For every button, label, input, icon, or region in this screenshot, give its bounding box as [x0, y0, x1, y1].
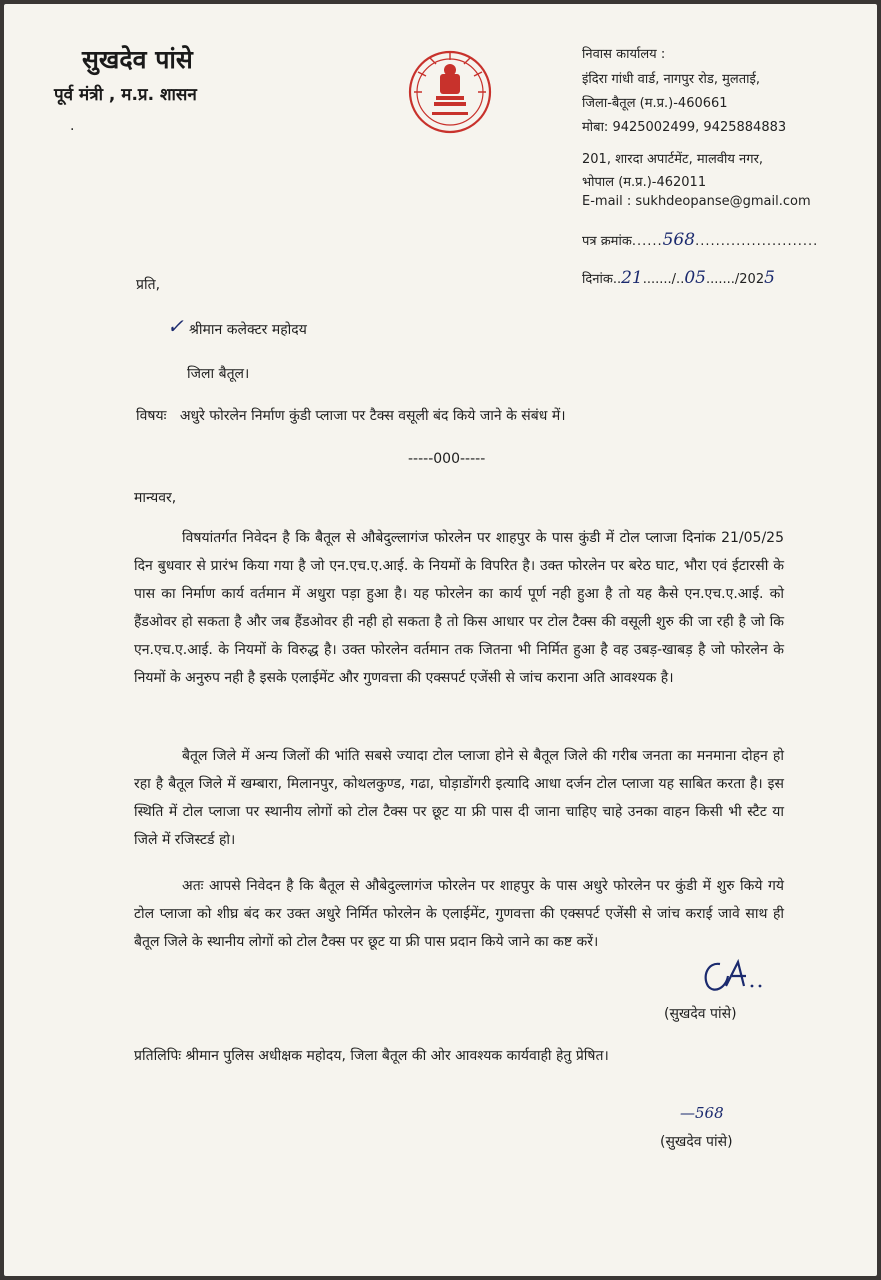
- address-line: भोपाल (म.प्र.)-462011: [582, 175, 707, 190]
- date-month: 05: [684, 268, 706, 288]
- copy-reference-mark: —568: [680, 1104, 724, 1122]
- copy-signatory-name: (सुखदेव पांसे): [660, 1134, 733, 1150]
- check-mark-icon: ✓: [167, 314, 184, 338]
- subject-label: विषयः: [136, 408, 167, 424]
- letter-page: [4, 4, 877, 1276]
- date-day: 21: [621, 268, 643, 288]
- body-paragraph: विषयांतर्गत निवेदन है कि बैतूल से औबेदुल्लागंज फोरलेन पर शाहपुर के पास कुंडी में टोल प्लाजा दिनांक 21/05/25 दिन बुधवार से प्रारंभ किया गया है जो एन.एच.ए.आई. के नियमों के विपरित है। उक्त फोरलेन पर बरेठ घाट, भौरा एवं ईटारसी के पास का निर्माण कार्य वर्तमान में अधुरा पड़ा हुआ है। यह फोरलेन का कार्य पूर्ण नही हुआ है तो यह कैसे एन.एच.ए.आई. को हैंडओवर हो सकता है और जब हैंडओवर ही नही हो सकता है तो किस आधार पर टोल टैक्स की वसूली शुरु की जा रही है जो कि एन.एच.ए.आई. के नियमों के विरुद्ध है। उक्त फोरलेन वर्तमान तक जितना भी निर्मित हुआ है वह उबड़-खाबड़ है जो फोरलेन के नियमों के अनुरुप नही है इसके एलाईमेंट और गुणवत्ता की एक्सपर्ट एजेंसी से जांच कराना अति आवश्यक है।: [134, 530, 784, 686]
- address-line: इंदिरा गांधी वार्ड, नागपुर रोड, मुलताई,: [582, 72, 760, 87]
- address-line: 201, शारदा अपार्टमेंट, मालवीय नगर,: [582, 152, 764, 167]
- address-line: निवास कार्यालय :: [582, 47, 666, 62]
- reference-number: 568: [662, 230, 696, 250]
- handwritten-signature-icon: [698, 956, 768, 1000]
- dot-mark: ·: [70, 122, 75, 138]
- address-line: मोबा: 9425002499, 9425884883: [582, 120, 787, 135]
- madhya-pradesh-emblem-icon: [396, 44, 504, 140]
- subject-text: अधुरे फोरलेन निर्माण कुंडी प्लाजा पर टैक्स वसूली बंद किये जाने के संबंध में।: [179, 408, 566, 424]
- email-line: E-mail : sukhdeopanse@gmail.com: [582, 194, 811, 209]
- subject: [136, 406, 566, 425]
- date-year: 5: [764, 268, 775, 288]
- separator: -----000-----: [408, 451, 486, 467]
- reference-label: पत्र क्रमांक......568........................: [582, 230, 819, 250]
- signatory-name: (सुखदेव पांसे): [664, 1006, 737, 1022]
- body-paragraph: अतः आपसे निवेदन है कि बैतूल से औबेदुल्लागंज फोरलेन पर शाहपुर के पास अधुरे फोरलेन पर कुंडी में शुरु किये गये टोल प्लाजा को शीघ्र बंद कर उक्त अधुरे निर्मित फोरलेन के एलाईमेंट, गुणवत्ता की एक्सपर्ट एजेंसी से जांच कराई जावे साथ ही बैतूल जिले के स्थानीय लोगों को टोल टैक्स पर छूट या फ्री पास प्रदान किये जाने का कष्ट करें।: [134, 878, 784, 950]
- address-line: जिला-बैतूल (म.प्र.)-460661: [582, 96, 728, 111]
- date-line: दिनांक..21......./..05......./2025: [582, 268, 775, 288]
- sender-title: पूर्व मंत्री , म.प्र. शासन: [54, 85, 197, 105]
- salutation: मान्यवर,: [134, 490, 177, 506]
- sender-name: सुखदेव पांसे: [82, 45, 193, 74]
- recipient-line2: जिला बैतूल।: [187, 366, 250, 382]
- copy-to: प्रतिलिपिः श्रीमान पुलिस अधीक्षक महोदय, जिला बैतूल की ओर आवश्यक कार्यवाही हेतु प्रेषित।: [134, 1048, 609, 1064]
- body-paragraph: बैतूल जिले में अन्य जिलों की भांति सबसे ज्यादा टोल प्लाजा होने से बैतूल जिले की गरीब जनता का मनमाना दोहन हो रहा है बैतूल जिले में खम्बारा, मिलानपुर, कोथलकुण्ड, गढा, घोड़ाडोंगरी इत्यादि आधा दर्जन टोल प्लाजा यह साबित करता है। इस स्थिति में टोल प्लाजा पर स्थानीय लोगों को टोल टैक्स पर छूट या फ्री पास दी जाना चाहिए चाहे उनका वाहन किसी भी स्टैट या जिले में रजिस्टर्ड हो।: [134, 748, 784, 848]
- recipient-prefix: प्रति,: [136, 277, 161, 293]
- recipient-line1: श्रीमान कलेक्टर महोदय: [189, 322, 307, 338]
